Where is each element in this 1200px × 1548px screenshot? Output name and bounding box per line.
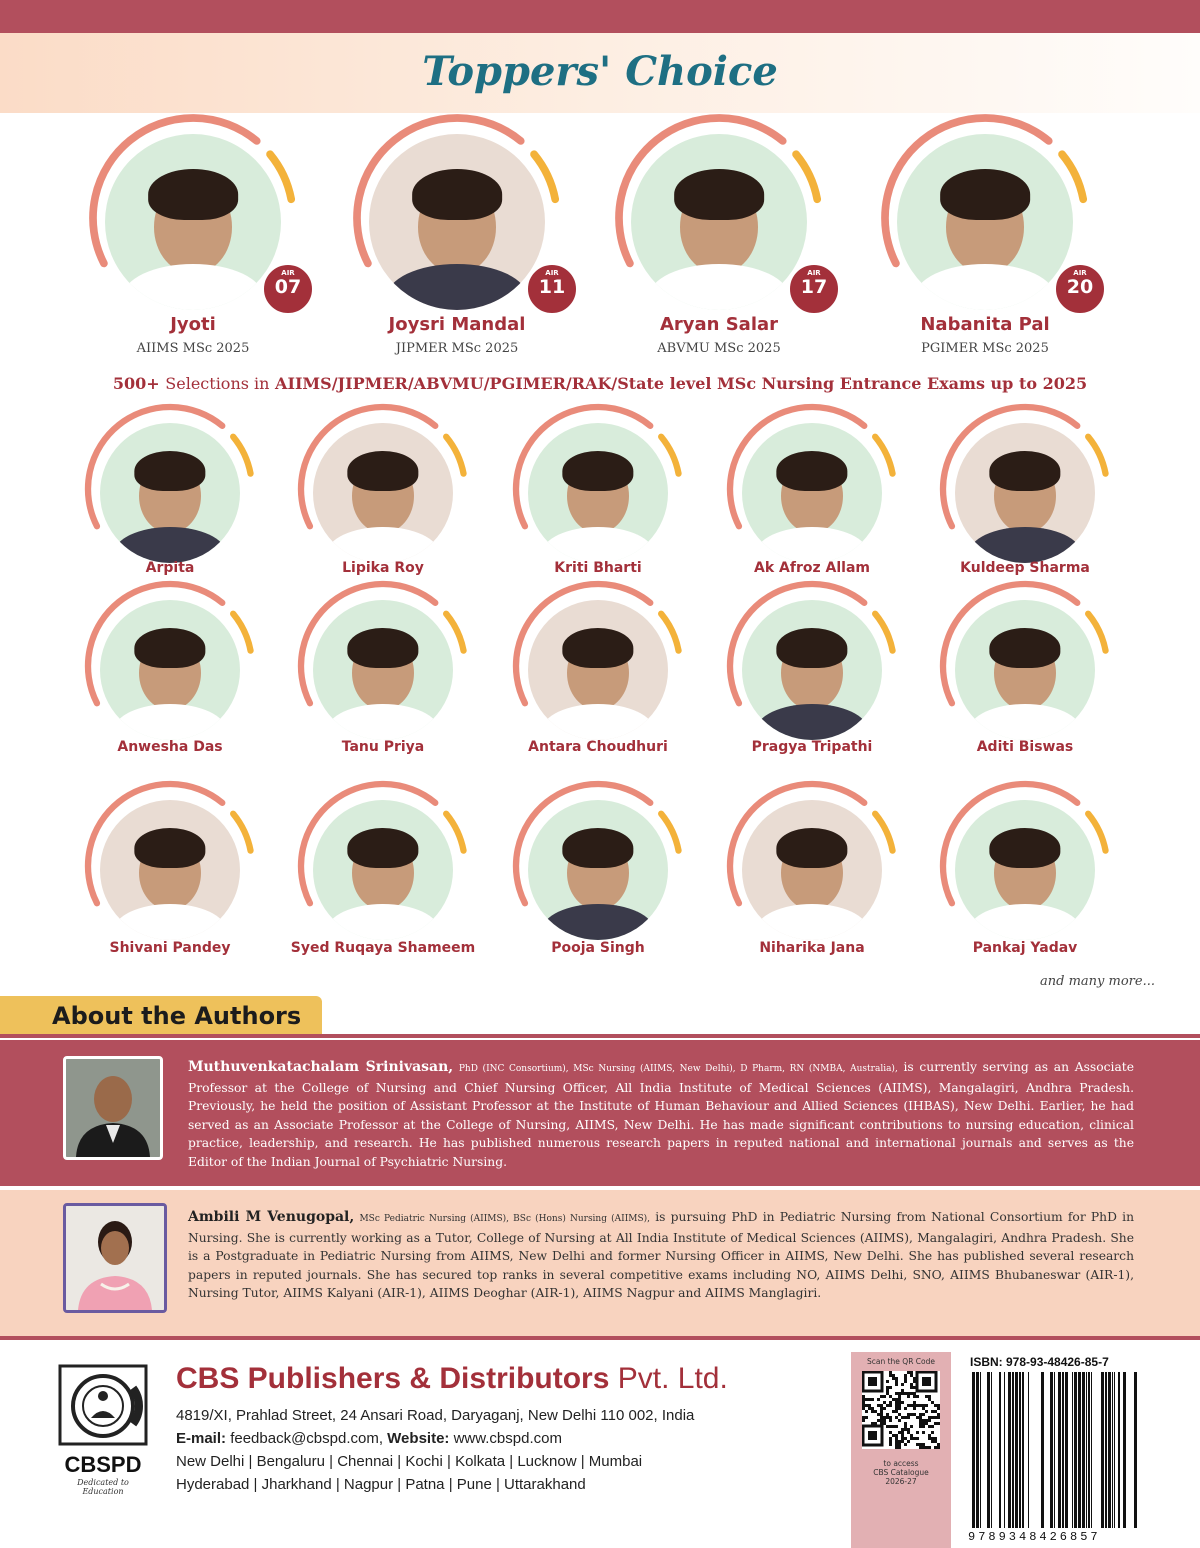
air-badge [525,262,579,316]
author-1-name: Muthuvenkatachalam Srinivasan, [188,1059,454,1075]
student-photo [955,600,1095,740]
shoulders [387,264,528,310]
hair [776,628,847,668]
topper-exam: JIPMER MSc 2025 [395,341,519,356]
hair [989,828,1060,868]
email-link[interactable]: feedback@cbspd.com, [230,1430,383,1447]
hair [148,169,238,220]
selections-text: Selections in [165,374,270,393]
student-name: Kriti Bharti [554,560,642,576]
footer-divider [0,1336,1200,1340]
hair [989,628,1060,668]
topper-photo [897,134,1073,310]
hair [562,828,633,868]
publisher-logo [58,1364,148,1494]
air-label: AIR [281,269,295,277]
website-link[interactable]: www.cbspd.com [453,1430,562,1447]
student-photo [955,800,1095,940]
author-1-text: is currently serving as an Associate Professor at the College of Nursing and Chief Nursing Officer, All India Institute of Medical Sciences (AIIMS), Mangalagiri, Andhra Pradesh. Previously, he held the position of Assistant Professor at the Institute of Human Behaviour and Allied Sciences (IHBAS), New Delhi. Earlier, he had served as an Associate Professor at the College of Nursing, AIIMS, New Delhi. He has made significant contributions to nursing education, clinical practice, leadership, and research. He has published numerous research papers in reputed national and international journals and serves as the Editor of the Indian Journal of Psychiatric Nursing. [188,1060,1134,1169]
hair [347,628,418,668]
shoulders [542,527,654,563]
shoulders [542,904,654,940]
many-more-text: and many more... [1040,974,1155,989]
air-rank: 20 [1066,276,1094,298]
qr-top-text: Scan the QR Code [866,1357,935,1366]
shoulders [969,527,1081,563]
author-2-bio [188,1208,1134,1303]
cbspd-emblem-icon [58,1364,148,1446]
author-2-name: Ambili M Venugopal, [188,1209,355,1225]
student-photo [955,423,1095,563]
shoulders [114,904,226,940]
hair [776,828,847,868]
student-name: Lipika Roy [342,560,424,576]
shoulders [542,704,654,740]
student-photo [313,423,453,563]
topper-photo [369,134,545,310]
hair [347,828,418,868]
isbn-number: 9789348426857 [968,1530,1101,1544]
isbn-label: ISBN: 978-93-48426-85-7 [970,1355,1109,1369]
student-name: Arpita [145,560,195,576]
air-label: AIR [1073,269,1087,277]
hair [940,169,1030,220]
publisher-name-suffix: Pvt. Ltd. [617,1362,728,1395]
shoulders [969,704,1081,740]
shoulders [969,904,1081,940]
divider [0,1034,1200,1038]
student-name: Ak Afroz Allam [754,560,870,576]
student-name: Aditi Biswas [976,739,1074,755]
student-photo [742,800,882,940]
student-photo [528,600,668,740]
student-name: Pankaj Yadav [972,940,1078,956]
about-authors-title: About the Authors [52,1002,302,1030]
air-badge [261,262,315,316]
student-photo [528,423,668,563]
qr-panel [851,1352,951,1548]
author-2-photo [63,1203,167,1313]
shoulders [649,264,790,310]
shoulders [114,704,226,740]
student-photo [100,423,240,563]
qr-line-1: to access [883,1459,919,1468]
page-title: Toppers' Choice [422,48,778,95]
student-photo [313,800,453,940]
email-label: E-mail: [176,1430,227,1447]
student-name: Antara Choudhuri [528,739,668,755]
air-label: AIR [545,269,559,277]
student-name: Anwesha Das [117,739,223,755]
topper-photo [631,134,807,310]
shoulders [123,264,264,310]
barcode-icon [970,1372,1140,1528]
student-name: Pooja Singh [551,940,645,956]
author-1-photo [63,1056,163,1160]
student-photo [313,600,453,740]
selections-count: 500+ [112,374,160,393]
qr-line-3: 2026-27 [885,1477,917,1486]
student-name: Shivani Pandey [109,940,231,956]
student-photo [528,800,668,940]
publisher-contact [176,1430,562,1447]
author-2-text: is pursuing PhD in Pediatric Nursing from National Consortium for PhD in Nursing. She is currently working as a Tutor, College of Nursing at All India Institute of Medical Sciences (AIIMS), Mangalagiri, Andhra Pradesh. She is a Postgraduate in Pediatric Nursing from AIIMS, New Delhi and former Nursing Officer in AIIMS, New Delhi. She has published several research papers in reputed journals. She has secured top ranks in several competitive exams including NO, AIIMS Delhi, SNO, AIIMS Bhubaneswar (AIR-1), Nursing Tutor, AIIMS Kalyani (AIR-1), AIIMS Deoghar (AIR-1), AIIMS Nagpur and AIIMS Manglagiri. [188,1210,1134,1301]
student-name: Syed Ruqaya Shameem [290,940,476,956]
air-label: AIR [807,269,821,277]
logo-tagline: Dedicated to Education [77,1478,129,1496]
hair [134,628,205,668]
hair [134,828,205,868]
shoulders [327,704,439,740]
topper-name: Joysri Mandal [388,314,526,335]
hair [134,451,205,491]
publisher-cities-1: New Delhi | Bengaluru | Chennai | Kochi | Kolkata | Lucknow | Mumbai [176,1453,643,1470]
author-2-quals: MSc Pediatric Nursing (AIIMS), BSc (Hons) Nursing (AIIMS), [359,1214,651,1224]
top-band [0,0,1200,33]
hair [412,169,502,220]
student-name: Tanu Priya [341,739,425,755]
selections-banner [0,374,1200,393]
website-label: Website: [387,1430,450,1447]
shoulders [756,904,868,940]
publisher-address: 4819/XI, Prahlad Street, 24 Ansari Road, Daryaganj, New Delhi 110 002, India [176,1407,695,1424]
topper-exam: ABVMU MSc 2025 [657,341,781,356]
hair [562,628,633,668]
shoulders [756,704,868,740]
student-name: Pragya Tripathi [751,739,873,755]
author-1-bio [188,1058,1134,1172]
student-name: Kuldeep Sharma [960,560,1090,576]
student-photo [742,600,882,740]
qr-code-icon[interactable] [862,1371,940,1449]
shoulders [756,527,868,563]
selections-exams: AIIMS/JIPMER/ABVMU/PGIMER/RAK/State level MSc Nursing Entrance Exams up to 2025 [275,374,1088,393]
qr-line-2: CBS Catalogue [873,1468,929,1477]
air-rank: 11 [538,276,566,298]
topper-name: Nabanita Pal [920,314,1050,335]
air-rank: 17 [800,276,828,298]
student-photo [742,423,882,563]
shoulders [327,904,439,940]
author-1-quals: PhD (INC Consortium), MSc Nursing (AIIMS, New Delhi), D Pharm, RN (NMBA, Australia), [458,1064,898,1074]
hair [674,169,764,220]
student-photo [100,800,240,940]
topper-exam: AIIMS MSc 2025 [136,341,250,356]
topper-photo [105,134,281,310]
student-name: Niharika Jana [759,940,865,956]
shoulders [915,264,1056,310]
publisher-name-main: CBS Publishers & Distributors [176,1362,610,1395]
shoulders [114,527,226,563]
hair [347,451,418,491]
shoulders [327,527,439,563]
logo-text: CBSPD [64,1452,142,1477]
topper-name: Aryan Salar [659,314,779,335]
air-badge [787,262,841,316]
publisher-name [176,1362,728,1396]
topper-name: Jyoti [170,314,216,335]
hair [776,451,847,491]
hair [989,451,1060,491]
air-rank: 07 [274,276,302,298]
student-photo [100,600,240,740]
publisher-cities-2: Hyderabad | Jharkhand | Nagpur | Patna | Pune | Uttarakhand [176,1476,586,1493]
hair [562,451,633,491]
air-badge [1053,262,1107,316]
topper-exam: PGIMER MSc 2025 [921,341,1049,356]
